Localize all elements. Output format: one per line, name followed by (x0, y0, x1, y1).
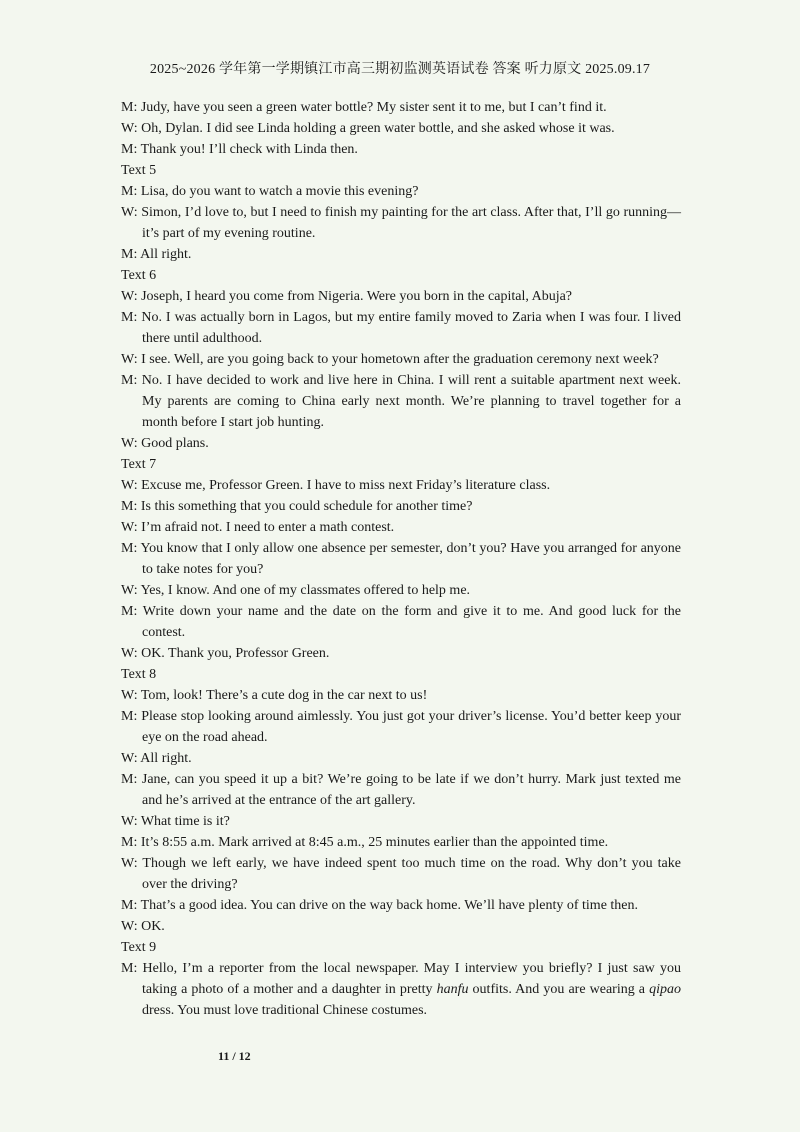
transcript-line: M: All right. (121, 247, 192, 262)
transcript-line: W: I’m afraid not. I need to enter a math contest. (121, 520, 395, 535)
transcript-line: M: Please stop looking around aimlessly. You just got your driver’s license. You’d better keep your eye on the road ahead. (121, 709, 681, 745)
transcript-line: W: OK. (121, 919, 165, 934)
transcript-body (121, 97, 681, 1021)
transcript-line: M: Lisa, do you want to watch a movie this evening? (121, 184, 419, 199)
transcript-line: W: Joseph, I heard you come from Nigeria. Were you born in the capital, Abuja? (121, 289, 573, 304)
transcript-line: W: Tom, look! There’s a cute dog in the car next to us! (121, 688, 428, 703)
transcript-line: M: Jane, can you speed it up a bit? We’re going to be late if we don’t hurry. Mark just texted me and he’s arrived at the entrance of the art gallery. (121, 772, 681, 808)
page-header: 2025~2026 学年第一学期镇江市高三期初监测英语试卷 答案 听力原文 2025.09.17 (149, 62, 651, 77)
transcript-line: W: Excuse me, Professor Green. I have to miss next Friday’s literature class. (121, 478, 551, 493)
transcript-line: M: No. I was actually born in Lagos, but my entire family moved to Zaria when I was four. I lived there until adulthood. (121, 310, 681, 346)
transcript-line: W: What time is it? (121, 814, 230, 829)
section-heading: Text 8 (121, 667, 157, 682)
transcript-line: W: Simon, I’d love to, but I need to finish my painting for the art class. After that, I’ll go running—it’s part of my evening routine. (121, 205, 681, 241)
transcript-line: W: I see. Well, are you going back to your hometown after the graduation ceremony next week? (121, 352, 659, 367)
section-heading: Text 5 (121, 163, 157, 178)
page-number: 11 / 12 (218, 1049, 251, 1063)
transcript-line: W: Good plans. (121, 436, 209, 451)
transcript-line: M: Is this something that you could schedule for another time? (121, 499, 473, 514)
transcript-line: M: Thank you! I’ll check with Linda then. (121, 142, 358, 157)
transcript-line: W: All right. (121, 751, 192, 766)
transcript-line: M: No. I have decided to work and live here in China. I will rent a suitable apartment next week. My parents are coming to China early next month. We’re planning to travel together for a month before I start job hunting. (121, 373, 681, 430)
transcript-line: M: Write down your name and the date on the form and give it to me. And good luck for the contest. (121, 604, 681, 640)
transcript-line: M: That’s a good idea. You can drive on the way back home. We’ll have plenty of time then. (121, 898, 639, 913)
transcript-line: M: You know that I only allow one absence per semester, don’t you? Have you arranged for anyone to take notes for you? (121, 541, 681, 577)
transcript-line: M: It’s 8:55 a.m. Mark arrived at 8:45 a.m., 25 minutes earlier than the appointed time. (121, 835, 609, 850)
transcript-line: W: OK. Thank you, Professor Green. (121, 646, 330, 661)
section-heading: Text 7 (121, 457, 157, 472)
transcript-line: M: Hello, I’m a reporter from the local newspaper. May I interview you briefly? I just saw you taking a photo of a mother and a daughter in pretty hanfu outfits. And you are wearing a qipao dress. You must love traditional Chinese costumes. (121, 961, 681, 1018)
section-heading: Text 6 (121, 268, 157, 283)
transcript-line: W: Oh, Dylan. I did see Linda holding a green water bottle, and she asked whose it was. (121, 121, 615, 136)
transcript-line: W: Though we left early, we have indeed spent too much time on the road. Why don’t you take over the driving? (121, 856, 681, 892)
transcript-line: W: Yes, I know. And one of my classmates offered to help me. (121, 583, 471, 598)
section-heading: Text 9 (121, 940, 157, 955)
transcript-line: M: Judy, have you seen a green water bottle? My sister sent it to me, but I can’t find it. (121, 100, 607, 115)
